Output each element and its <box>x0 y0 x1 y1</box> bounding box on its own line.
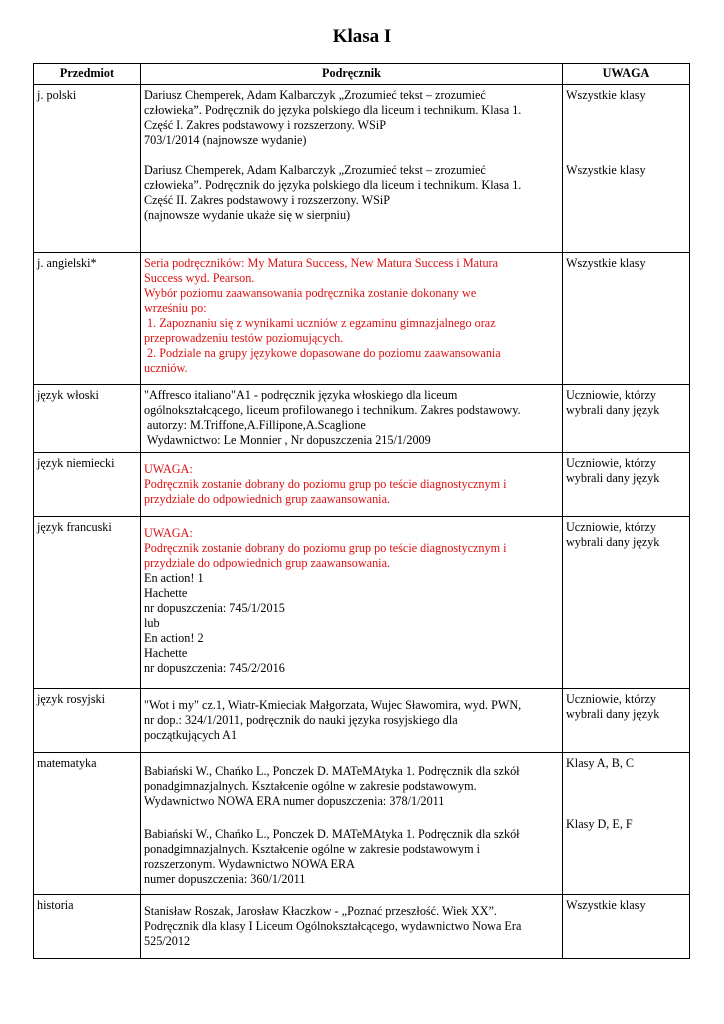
text-line: Hachette <box>144 646 188 660</box>
text-line: Podręcznik dla klasy I Liceum Ogólnokształcącego, wydawnictwo Nowa Era <box>144 919 522 933</box>
header-note: UWAGA <box>563 64 690 85</box>
subject-cell: matematyka <box>34 753 141 895</box>
text-line: Wydawnictwo NOWA ERA numer dopuszczenia: 378/1/2011 <box>144 794 445 808</box>
note-text: wybrali dany język <box>566 535 660 549</box>
table-header-row <box>34 64 690 85</box>
text-line: autorzy: M.Triffone,A.Fillipone,A.Scaglione <box>144 418 366 432</box>
subject-cell: język włoski <box>34 385 141 453</box>
note-text: Klasy A, B, C <box>566 756 635 770</box>
note-cell <box>563 453 690 517</box>
header-subject: Przedmiot <box>34 64 141 85</box>
table-row <box>34 385 690 453</box>
note-text: Klasy D, E, F <box>566 817 633 831</box>
table-row <box>34 517 690 689</box>
text-line: przeprowadzeniu testów poziomujących. <box>144 331 344 345</box>
subject-cell: j. angielski* <box>34 253 141 385</box>
text-line: "Affresco italiano"A1 - podręcznik języka włoskiego dla liceum <box>144 388 458 402</box>
text-line: Dariusz Chemperek, Adam Kalbarczyk „Zrozumieć tekst – zrozumieć <box>144 163 486 177</box>
note-cell: Wszystkie klasy <box>563 253 690 385</box>
note-text: wybrali dany język <box>566 471 660 485</box>
text-line: nr dopuszczenia: 745/2/2016 <box>144 661 285 675</box>
note-text: wybrali dany język <box>566 403 660 417</box>
text-line: Seria podręczników: My Matura Success, New Matura Success i Matura <box>144 256 499 270</box>
text-line: Część I. Zakres podstawowy i rozszerzony. WSiP <box>144 118 386 132</box>
note-text: Wszystkie klasy <box>566 88 646 102</box>
subject-cell: historia <box>34 895 141 959</box>
textbook-cell <box>141 689 563 753</box>
note-cell <box>563 517 690 689</box>
text-line: lub <box>144 616 160 630</box>
text-line: En action! 1 <box>144 571 204 585</box>
text-line: UWAGA: <box>144 462 193 476</box>
text-line: Babiański W., Chańko L., Ponczek D. MATeMAtyka 1. Podręcznik dla szkół <box>144 827 520 841</box>
table-row <box>34 753 690 895</box>
note-cell <box>563 85 690 253</box>
text-line: uczniów. <box>144 361 188 375</box>
textbook-cell <box>141 85 563 253</box>
note-text: wybrali dany język <box>566 707 660 721</box>
text-line: Success wyd. Pearson. <box>144 271 255 285</box>
subject-cell: język rosyjski <box>34 689 141 753</box>
header-textbook: Podręcznik <box>141 64 563 85</box>
textbook-cell <box>141 385 563 453</box>
text-line: Babiański W., Chańko L., Ponczek D. MATeMAtyka 1. Podręcznik dla szkół <box>144 764 520 778</box>
text-line: przydziale do odpowiednich grup zaawansowania. <box>144 492 391 506</box>
note-cell: Wszystkie klasy <box>563 895 690 959</box>
text-line: ponadgimnazjalnych. Kształcenie ogólne w zakresie podstawowym. <box>144 779 477 793</box>
text-line: Wydawnictwo: Le Monnier , Nr dopuszczenia 215/1/2009 <box>144 433 431 447</box>
text-line: Podręcznik zostanie dobrany do poziomu grup po teście diagnostycznym i <box>144 541 507 555</box>
text-line: 703/1/2014 (najnowsze wydanie) <box>144 133 307 147</box>
text-line: (najnowsze wydanie ukaże się w sierpniu) <box>144 208 351 222</box>
text-line: 525/2012 <box>144 934 191 948</box>
note-text: Uczniowie, którzy <box>566 520 657 534</box>
text-line: ogólnokształcącego, liceum profilowanego i technikum. Zakres podstawowy. <box>144 403 521 417</box>
note-cell <box>563 753 690 895</box>
textbook-cell <box>141 753 563 895</box>
textbook-table <box>33 63 690 959</box>
table-row <box>34 689 690 753</box>
text-line: "Wot i my" cz.1, Wiatr-Kmieciak Małgorzata, Wujec Sławomira, wyd. PWN, <box>144 698 522 712</box>
table-row <box>34 453 690 517</box>
textbook-cell <box>141 453 563 517</box>
text-line: przydziale do odpowiednich grup zaawansowania. <box>144 556 391 570</box>
textbook-cell <box>141 895 563 959</box>
text-line: UWAGA: <box>144 526 193 540</box>
text-line: wrześniu po: <box>144 301 207 315</box>
note-cell <box>563 689 690 753</box>
text-line: numer dopuszczenia: 360/1/2011 <box>144 872 306 886</box>
note-text: Wszystkie klasy <box>566 163 646 177</box>
textbook-cell <box>141 517 563 689</box>
text-line: 1. Zapoznaniu się z wynikami uczniów z egzaminu gimnazjalnego oraz <box>144 316 496 330</box>
text-line: początkujących A1 <box>144 728 238 742</box>
subject-cell: j. polski <box>34 85 141 253</box>
text-line: Dariusz Chemperek, Adam Kalbarczyk „Zrozumieć tekst – zrozumieć <box>144 88 486 102</box>
textbook-cell <box>141 253 563 385</box>
text-line: człowieka”. Podręcznik do języka polskiego dla liceum i technikum. Klasa 1. <box>144 178 522 192</box>
note-text: Uczniowie, którzy <box>566 692 657 706</box>
note-text: Uczniowie, którzy <box>566 456 657 470</box>
text-line: rozszerzonym. Wydawnictwo NOWA ERA <box>144 857 355 871</box>
table-row <box>34 895 690 959</box>
text-line: Hachette <box>144 586 188 600</box>
text-line: 2. Podziale na grupy językowe dopasowane do poziomu zaawansowania <box>144 346 501 360</box>
note-cell <box>563 385 690 453</box>
note-text: Uczniowie, którzy <box>566 388 657 402</box>
text-line: Część II. Zakres podstawowy i rozszerzony. WSiP <box>144 193 391 207</box>
text-line: człowieka”. Podręcznik do języka polskiego dla liceum i technikum. Klasa 1. <box>144 103 522 117</box>
subject-cell: język niemiecki <box>34 453 141 517</box>
subject-cell: język francuski <box>34 517 141 689</box>
text-line: nr dopuszczenia: 745/1/2015 <box>144 601 285 615</box>
text-line: ponadgimnazjalnych. Kształcenie ogólne w zakresie podstawowym i <box>144 842 481 856</box>
page-title: Klasa I <box>332 26 392 47</box>
text-line: Wybór poziomu zaawansowania podręcznika zostanie dokonany we <box>144 286 477 300</box>
text-line: nr dop.: 324/1/2011, podręcznik do nauki języka rosyjskiego dla <box>144 713 458 727</box>
table-row <box>34 85 690 253</box>
table-row <box>34 253 690 385</box>
text-line: Podręcznik zostanie dobrany do poziomu grup po teście diagnostycznym i <box>144 477 507 491</box>
text-line: En action! 2 <box>144 631 204 645</box>
text-line: Stanisław Roszak, Jarosław Kłaczkow - „Poznać przeszłość. Wiek XX”. <box>144 904 497 918</box>
